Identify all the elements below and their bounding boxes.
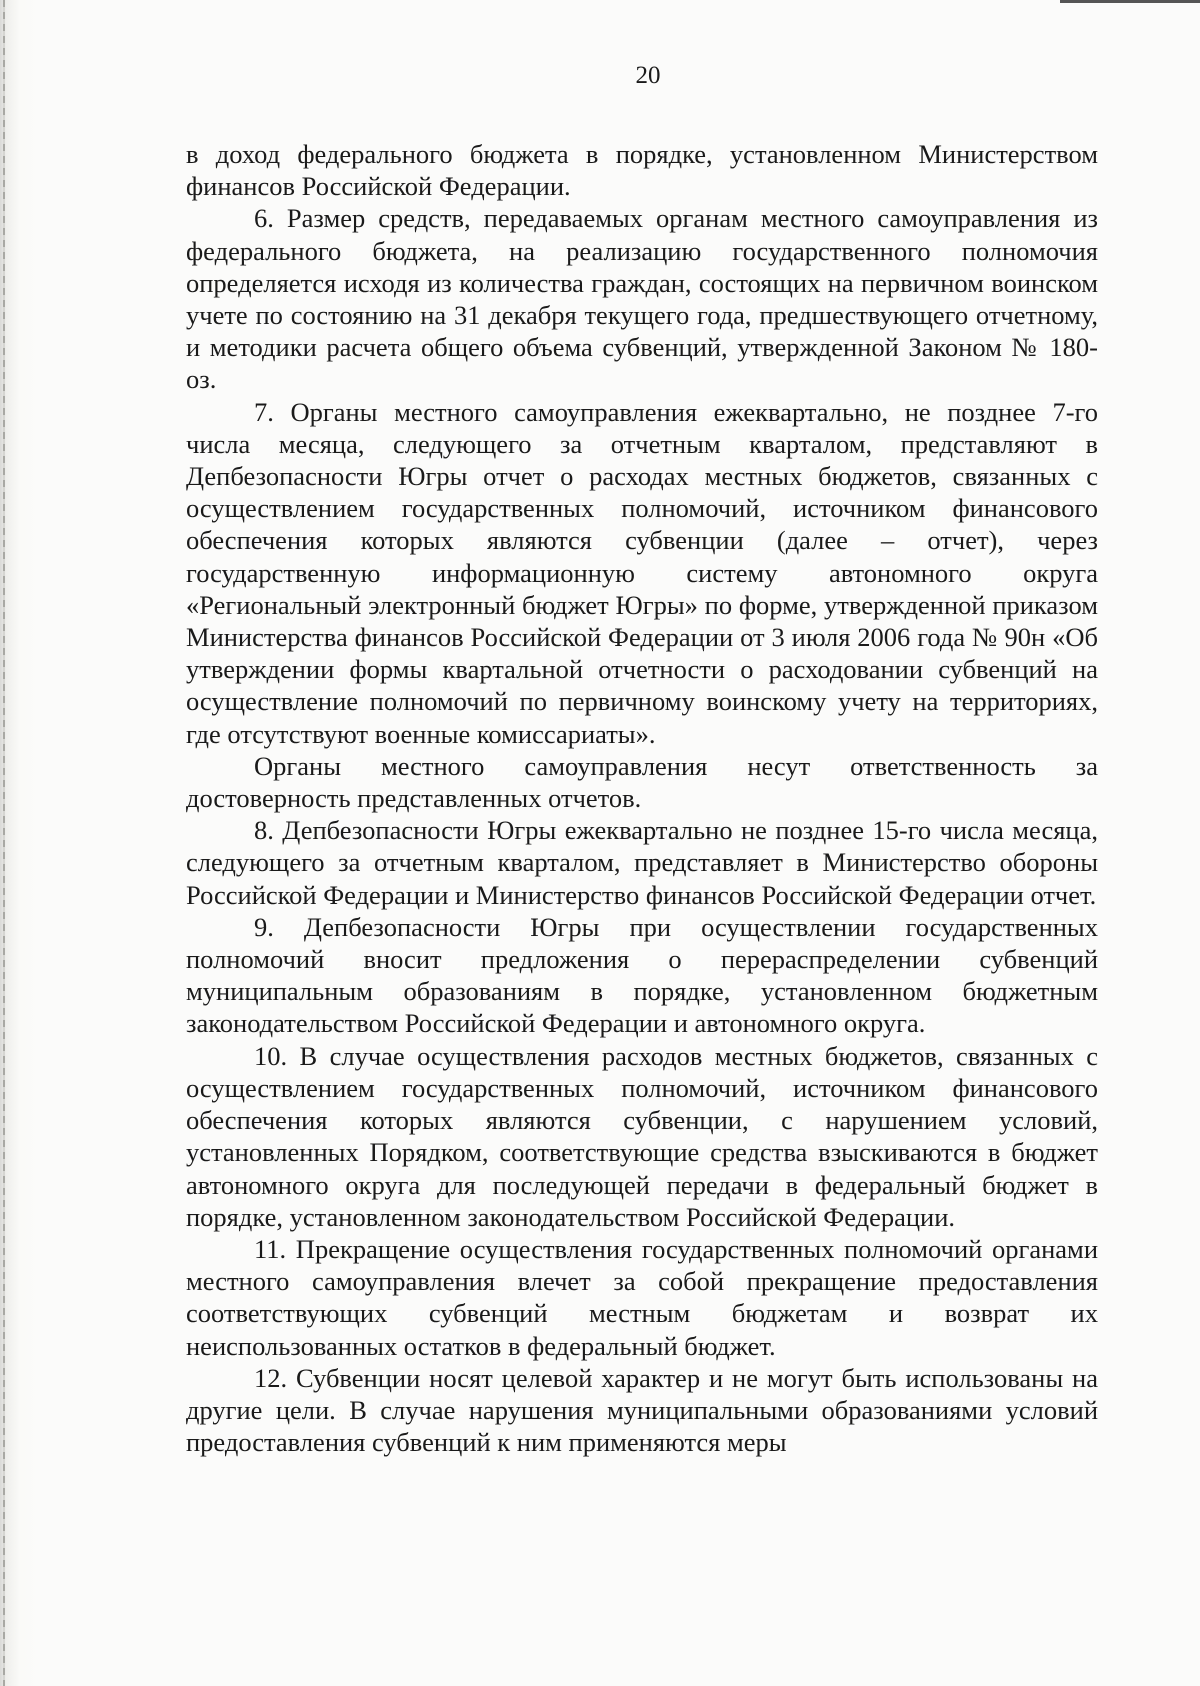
paragraph-continuation: в доход федерального бюджета в порядке, установленном Министерством финансов Российской Федерации. <box>186 139 1098 202</box>
paragraph-item-7: 7. Органы местного самоуправления ежеквартально, не позднее 7-го числа месяца, следующего за отчетным кварталом, представляют в Депбезопасности Югры отчет о расходах местных бюджетов, связанных с осуществлением государственных полномочий, источником финансового обеспечения которых являются субвенции (далее – отчет), через государственную информационную систему автономного округа «Региональный электронный бюджет Югры» по форме, утвержденной приказом Министерства финансов Российской Федерации от 3 июля 2006 года № 90н «Об утверждении формы квартальной отчетности о расходовании субвенций на осуществление полномочий по первичному воинскому учету на территориях, где отсутствуют военные комиссариаты». <box>186 396 1098 749</box>
top-border-mark <box>1060 0 1200 3</box>
page-number: 20 <box>635 62 661 89</box>
paragraph-item-9: 9. Депбезопасности Югры при осуществлении государственных полномочий вносит предложения о перераспределении субвенций муниципальным образованиям в порядке, установленном бюджетным законодательством Российской Федерации и автономного округа. <box>186 911 1098 1039</box>
paragraph-responsibility: Органы местного самоуправления несут ответственность за достоверность представленных отчетов. <box>186 750 1098 814</box>
paragraph-item-6: 6. Размер средств, передаваемых органам местного самоуправления из федерального бюджета, на реализацию государственного полномочия определяется исходя из количества граждан, состоящих на первичном воинском учете по состоянию на 31 декабря текущего года, предшествующего отчетному, и методики расчета общего объема субвенций, утвержденной Законом № 180-оз. <box>186 203 1098 395</box>
paragraph-item-11: 11. Прекращение осуществления государственных полномочий органами местного самоуправления влечет за собой прекращение предоставления соответствующих субвенций местным бюджетам и возврат их неиспользованных остатков в федеральный бюджет. <box>186 1233 1098 1361</box>
document-body <box>186 138 1098 1458</box>
paragraph-item-10: 10. В случае осуществления расходов местных бюджетов, связанных с осуществлением государственных полномочий, источником финансового обеспечения которых являются субвенции, с нарушением условий, установленных Порядком, соответствующие средства взыскиваются в бюджет автономного округа для последующей передачи в федеральный бюджет в порядке, установленном законодательством Российской Федерации. <box>186 1040 1098 1232</box>
paragraph-item-8: 8. Депбезопасности Югры ежеквартально не позднее 15-го числа месяца, следующего за отчетным кварталом, представляет в Министерство обороны Российской Федерации и Министерство финансов Российской Федерации отчет. <box>186 815 1098 910</box>
scan-binding-edge <box>0 0 40 1686</box>
paragraph-item-12: 12. Субвенции носят целевой характер и не могут быть использованы на другие цели. В случае нарушения муниципальными образованиями условий предоставления субвенций к ним применяются меры <box>186 1362 1098 1458</box>
